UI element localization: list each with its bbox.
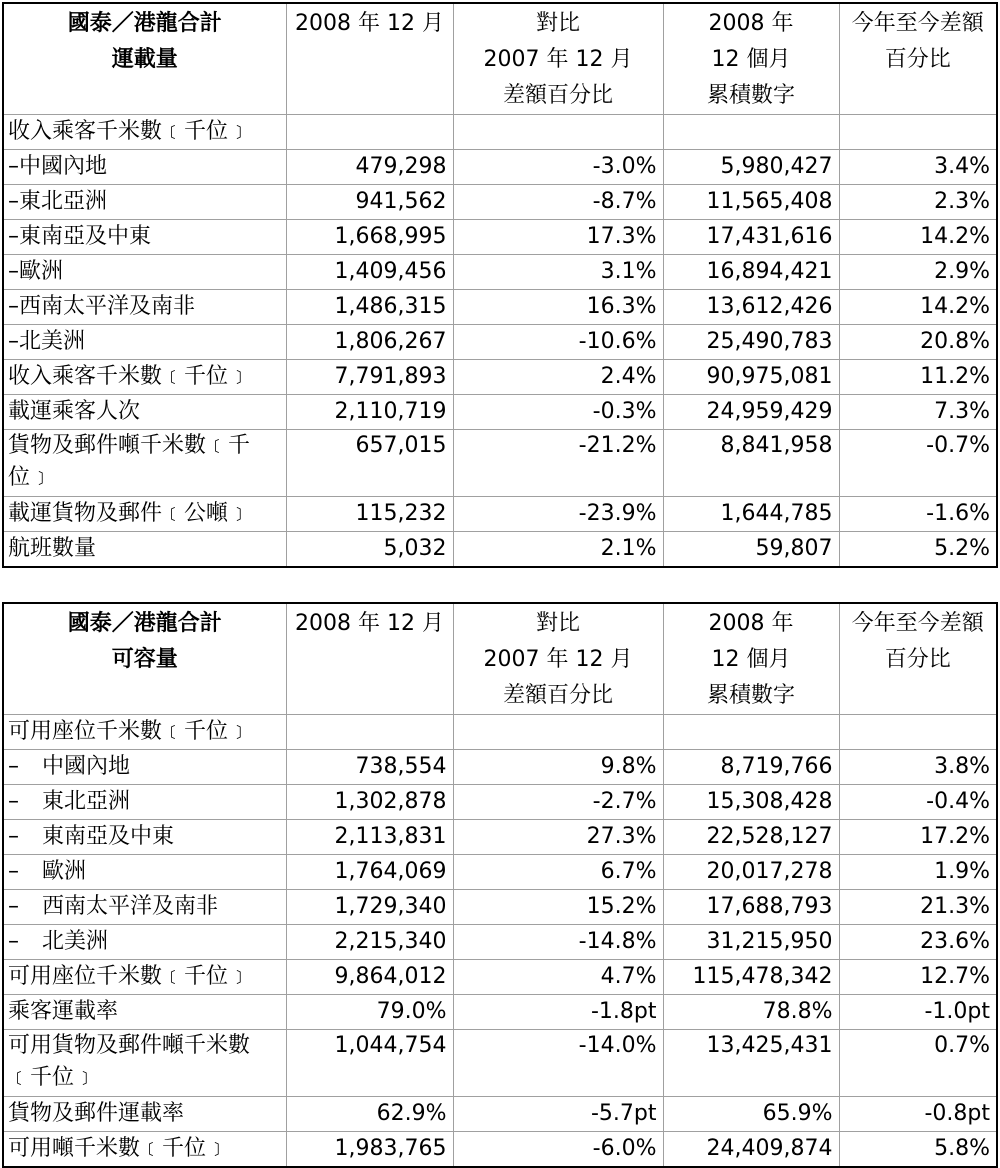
value-cell: 657,015 xyxy=(286,430,453,497)
row-label xyxy=(3,995,286,1030)
row-label-text: 中國內地 xyxy=(42,754,131,779)
value-cell: 78.8% xyxy=(663,995,839,1030)
value-cell: 2.1% xyxy=(453,532,663,568)
table-row xyxy=(3,890,997,925)
table-row xyxy=(3,220,997,255)
empty-cell xyxy=(286,115,453,150)
header-line: 對比 xyxy=(535,611,580,636)
row-label xyxy=(3,1097,286,1132)
value-cell: 1.9% xyxy=(839,855,997,890)
header-line: 對比 xyxy=(535,11,580,36)
header-line: 運載量 xyxy=(111,47,178,72)
row-label xyxy=(3,360,286,395)
row-label xyxy=(3,290,286,325)
value-cell: -8.7% xyxy=(453,185,663,220)
table-row xyxy=(3,925,997,960)
value-cell: 2.4% xyxy=(453,360,663,395)
value-cell: 27.3% xyxy=(453,820,663,855)
header-line: 累積數字 xyxy=(706,683,795,708)
row-label-text: 東南亞及中東 xyxy=(42,824,175,849)
table-row xyxy=(3,497,997,532)
value-cell: 2,215,340 xyxy=(286,925,453,960)
header-line: 2008 年 xyxy=(708,611,794,636)
value-cell: 9.8% xyxy=(453,750,663,785)
row-label-text: 可用噸千米數﹝千位﹞ xyxy=(8,1136,229,1161)
value-cell: -1.0pt xyxy=(839,995,997,1030)
row-label xyxy=(3,820,286,855)
header-line: 百分比 xyxy=(884,647,951,672)
value-cell: -10.6% xyxy=(453,325,663,360)
table-row xyxy=(3,855,997,890)
value-cell: 1,302,878 xyxy=(286,785,453,820)
header-line: 2008 年 xyxy=(708,11,794,36)
row-label-text: 北美洲 xyxy=(42,929,109,954)
value-cell: 20,017,278 xyxy=(663,855,839,890)
value-cell: 1,409,456 xyxy=(286,255,453,290)
value-cell: 2.9% xyxy=(839,255,997,290)
row-label-text: –歐洲 xyxy=(8,259,64,284)
value-cell: 24,959,429 xyxy=(663,395,839,430)
value-cell: 20.8% xyxy=(839,325,997,360)
row-label xyxy=(3,855,286,890)
row-dash: – xyxy=(8,789,19,814)
row-label xyxy=(3,960,286,995)
value-cell: 17,431,616 xyxy=(663,220,839,255)
table-row xyxy=(3,1097,997,1132)
header-line: 國泰／港龍合計 xyxy=(67,11,222,36)
value-cell: 12.7% xyxy=(839,960,997,995)
value-cell: 2,110,719 xyxy=(286,395,453,430)
row-label-text: 貨物及郵件運載率 xyxy=(8,1101,185,1126)
value-cell: 79.0% xyxy=(286,995,453,1030)
value-cell: 13,425,431 xyxy=(663,1030,839,1097)
value-cell: 59,807 xyxy=(663,532,839,568)
value-cell: -0.7% xyxy=(839,430,997,497)
value-cell: 8,719,766 xyxy=(663,750,839,785)
section-label: 可用座位千米數﹝千位﹞ xyxy=(3,715,286,750)
header-row xyxy=(3,3,997,115)
value-cell: 14.2% xyxy=(839,220,997,255)
row-label-text: 乘客運載率 xyxy=(8,999,119,1024)
value-cell: 17,688,793 xyxy=(663,890,839,925)
value-cell: 5,980,427 xyxy=(663,150,839,185)
header-line: 2007 年 12 月 xyxy=(483,647,633,672)
row-dash: – xyxy=(8,824,19,849)
value-cell: 6.7% xyxy=(453,855,663,890)
value-cell: 5,032 xyxy=(286,532,453,568)
value-cell: 13,612,426 xyxy=(663,290,839,325)
value-cell: -14.8% xyxy=(453,925,663,960)
table-row xyxy=(3,995,997,1030)
value-cell: 8,841,958 xyxy=(663,430,839,497)
row-label-text: 可用貨物及郵件噸千米數﹝千位﹞ xyxy=(8,1033,251,1090)
row-dash: – xyxy=(8,859,19,884)
empty-cell xyxy=(663,715,839,750)
value-cell: 65.9% xyxy=(663,1097,839,1132)
table-row xyxy=(3,1030,997,1097)
table-row xyxy=(3,290,997,325)
row-label-text: –西南太平洋及南非 xyxy=(8,294,196,319)
header-line: 累積數字 xyxy=(706,83,795,108)
table-row xyxy=(3,185,997,220)
row-label xyxy=(3,150,286,185)
header-line: 2007 年 12 月 xyxy=(483,47,633,72)
header-line: 可容量 xyxy=(111,647,178,672)
row-label xyxy=(3,430,286,497)
value-cell: 16.3% xyxy=(453,290,663,325)
header-cell xyxy=(453,3,663,115)
row-label-text: –北美洲 xyxy=(8,329,86,354)
value-cell: 11.2% xyxy=(839,360,997,395)
value-cell: 1,806,267 xyxy=(286,325,453,360)
value-cell: -2.7% xyxy=(453,785,663,820)
table-row xyxy=(3,750,997,785)
value-cell: 23.6% xyxy=(839,925,997,960)
row-label-text: 東北亞洲 xyxy=(42,789,131,814)
value-cell: 21.3% xyxy=(839,890,997,925)
row-label-text: 可用座位千米數﹝千位﹞ xyxy=(8,964,251,989)
value-cell: 62.9% xyxy=(286,1097,453,1132)
header-line: 今年至今差額 xyxy=(851,11,984,36)
row-label-text: 載運貨物及郵件﹝公噸﹞ xyxy=(8,501,251,526)
value-cell: 738,554 xyxy=(286,750,453,785)
value-cell: -6.0% xyxy=(453,1132,663,1168)
header-cell xyxy=(663,3,839,115)
row-label xyxy=(3,532,286,568)
table-row xyxy=(3,360,997,395)
header-line: 差額百分比 xyxy=(502,83,613,108)
header-line: 差額百分比 xyxy=(502,683,613,708)
table-row xyxy=(3,532,997,568)
row-dash: – xyxy=(8,754,19,779)
header-cell xyxy=(3,3,286,115)
value-cell: -5.7pt xyxy=(453,1097,663,1132)
table-row xyxy=(3,150,997,185)
row-label xyxy=(3,395,286,430)
value-cell: 0.7% xyxy=(839,1030,997,1097)
value-cell: -21.2% xyxy=(453,430,663,497)
row-label-text: –東南亞及中東 xyxy=(8,224,152,249)
value-cell: -3.0% xyxy=(453,150,663,185)
section-row xyxy=(3,115,997,150)
value-cell: 3.4% xyxy=(839,150,997,185)
value-cell: 9,864,012 xyxy=(286,960,453,995)
value-cell: 115,478,342 xyxy=(663,960,839,995)
row-label-text: 收入乘客千米數﹝千位﹞ xyxy=(8,364,251,389)
value-cell: -0.4% xyxy=(839,785,997,820)
value-cell: 22,528,127 xyxy=(663,820,839,855)
row-label-text: 貨物及郵件噸千米數﹝千位﹞ xyxy=(8,433,251,490)
value-cell: 2,113,831 xyxy=(286,820,453,855)
empty-cell xyxy=(663,115,839,150)
value-cell: 25,490,783 xyxy=(663,325,839,360)
header-line: 百分比 xyxy=(884,47,951,72)
value-cell: 1,486,315 xyxy=(286,290,453,325)
row-label xyxy=(3,220,286,255)
value-cell: 11,565,408 xyxy=(663,185,839,220)
row-label-text: –東北亞洲 xyxy=(8,189,108,214)
value-cell: 16,894,421 xyxy=(663,255,839,290)
table-row xyxy=(3,785,997,820)
value-cell: 15,308,428 xyxy=(663,785,839,820)
table-row xyxy=(3,820,997,855)
header-line: 國泰／港龍合計 xyxy=(67,611,222,636)
row-label xyxy=(3,1132,286,1168)
value-cell: 3.1% xyxy=(453,255,663,290)
row-label xyxy=(3,497,286,532)
capacity-table xyxy=(2,602,998,1168)
value-cell: -1.8pt xyxy=(453,995,663,1030)
section-label: 收入乘客千米數﹝千位﹞ xyxy=(3,115,286,150)
table-row xyxy=(3,430,997,497)
table-row xyxy=(3,325,997,360)
table-row xyxy=(3,395,997,430)
header-cell xyxy=(286,603,453,715)
value-cell: 1,644,785 xyxy=(663,497,839,532)
row-label xyxy=(3,255,286,290)
row-label-text: 載運乘客人次 xyxy=(8,399,141,424)
value-cell: 1,668,995 xyxy=(286,220,453,255)
table-row xyxy=(3,255,997,290)
header-cell xyxy=(663,603,839,715)
value-cell: 24,409,874 xyxy=(663,1132,839,1168)
value-cell: 14.2% xyxy=(839,290,997,325)
value-cell: 1,729,340 xyxy=(286,890,453,925)
table-row xyxy=(3,1132,997,1168)
header-line: 12 個月 xyxy=(711,47,791,72)
value-cell: -23.9% xyxy=(453,497,663,532)
empty-cell xyxy=(839,115,997,150)
value-cell: 90,975,081 xyxy=(663,360,839,395)
value-cell: 3.8% xyxy=(839,750,997,785)
value-cell: 17.2% xyxy=(839,820,997,855)
value-cell: 115,232 xyxy=(286,497,453,532)
empty-cell xyxy=(839,715,997,750)
empty-cell xyxy=(286,715,453,750)
header-line: 12 個月 xyxy=(711,647,791,672)
value-cell: -1.6% xyxy=(839,497,997,532)
row-label xyxy=(3,890,286,925)
header-cell xyxy=(839,603,997,715)
value-cell: 941,562 xyxy=(286,185,453,220)
value-cell: 479,298 xyxy=(286,150,453,185)
row-label xyxy=(3,785,286,820)
header-line: 2008 年 12 月 xyxy=(295,611,444,636)
traffic-table xyxy=(2,2,998,568)
value-cell: 5.8% xyxy=(839,1132,997,1168)
header-cell xyxy=(839,3,997,115)
row-label xyxy=(3,325,286,360)
row-dash: – xyxy=(8,929,19,954)
row-label-text: –中國內地 xyxy=(8,154,108,179)
row-label xyxy=(3,925,286,960)
value-cell: 4.7% xyxy=(453,960,663,995)
row-label xyxy=(3,750,286,785)
value-cell: 1,044,754 xyxy=(286,1030,453,1097)
header-cell xyxy=(453,603,663,715)
row-label xyxy=(3,1030,286,1097)
table-row xyxy=(3,960,997,995)
empty-cell xyxy=(453,715,663,750)
header-cell xyxy=(3,603,286,715)
row-label-text: 西南太平洋及南非 xyxy=(42,894,219,919)
value-cell: 1,764,069 xyxy=(286,855,453,890)
header-cell xyxy=(286,3,453,115)
row-label-text: 航班數量 xyxy=(8,536,97,561)
header-row xyxy=(3,603,997,715)
value-cell: 2.3% xyxy=(839,185,997,220)
value-cell: -0.8pt xyxy=(839,1097,997,1132)
value-cell: -14.0% xyxy=(453,1030,663,1097)
value-cell: 7,791,893 xyxy=(286,360,453,395)
header-line: 今年至今差額 xyxy=(851,611,984,636)
value-cell: -0.3% xyxy=(453,395,663,430)
empty-cell xyxy=(453,115,663,150)
header-line: 2008 年 12 月 xyxy=(295,11,444,36)
row-label xyxy=(3,185,286,220)
section-row xyxy=(3,715,997,750)
row-label-text: 歐洲 xyxy=(42,859,87,884)
value-cell: 1,983,765 xyxy=(286,1132,453,1168)
value-cell: 17.3% xyxy=(453,220,663,255)
value-cell: 7.3% xyxy=(839,395,997,430)
value-cell: 15.2% xyxy=(453,890,663,925)
row-dash: – xyxy=(8,894,19,919)
value-cell: 31,215,950 xyxy=(663,925,839,960)
value-cell: 5.2% xyxy=(839,532,997,568)
